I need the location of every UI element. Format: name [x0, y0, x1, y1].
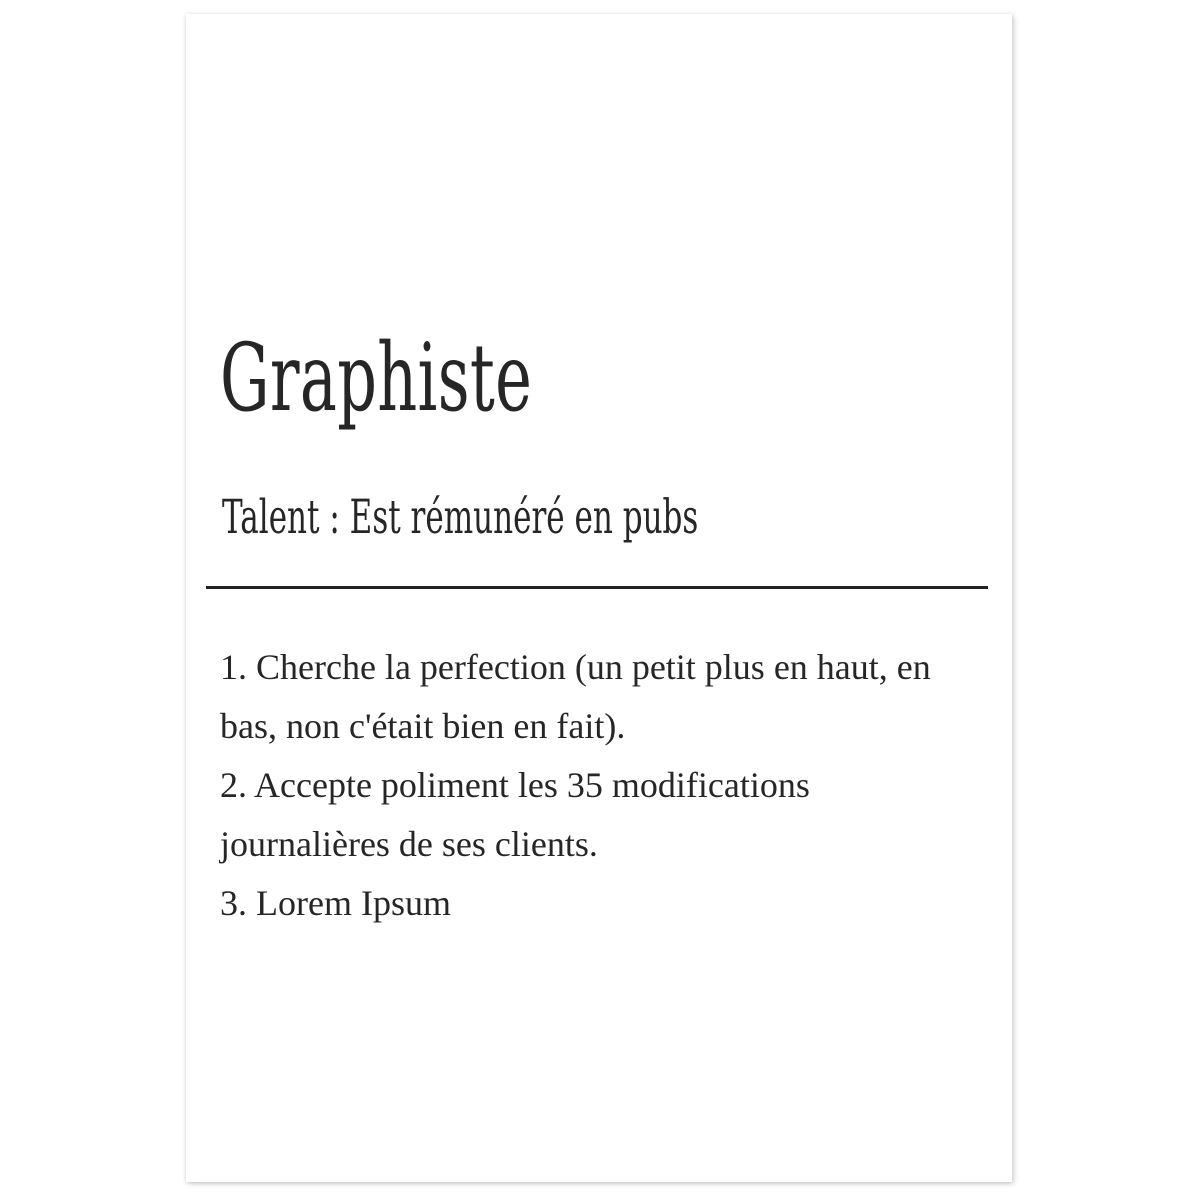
divider-line — [206, 586, 988, 589]
definition-poster — [186, 14, 1012, 1182]
definition-item-1: 1. Cherche la perfection (un petit plus en haut, en bas, non c'était bien en fait). — [220, 647, 931, 746]
definition-list — [220, 638, 980, 933]
poster-title: Graphiste — [220, 324, 533, 433]
definition-item-2: 2. Accepte poliment les 35 modifications journalières de ses clients. — [220, 765, 810, 864]
poster-subtitle: Talent : Est rémunéré en pubs — [222, 490, 699, 545]
definition-item-3: 3. Lorem Ipsum — [220, 883, 451, 923]
